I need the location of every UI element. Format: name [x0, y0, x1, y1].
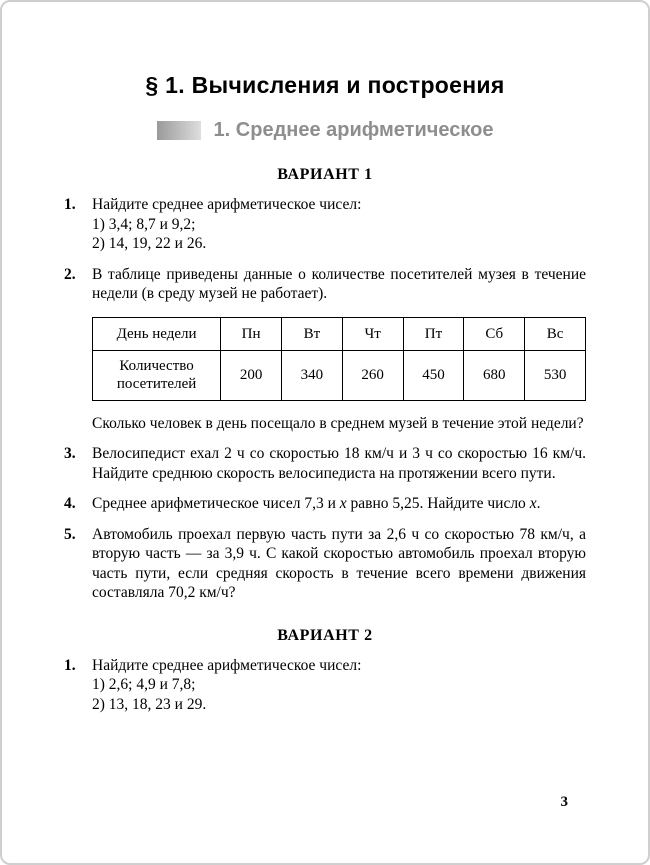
variant-2-heading: ВАРИАНТ 2	[277, 626, 373, 644]
table-value-sat: 680	[464, 350, 525, 400]
page-number: 3	[560, 794, 568, 810]
problem-4-text	[92, 494, 586, 514]
variable-x: x	[529, 495, 537, 512]
problem-2	[64, 265, 586, 434]
table-row-label: Количество посетителей	[93, 350, 221, 400]
variant-2-problem-1-text	[92, 656, 586, 715]
problem-line: 2) 13, 18, 23 и 29.	[92, 695, 207, 713]
problem-5-text: Автомобиль проехал первую часть пути за 2,6 ч со скоростью 78 км/ч, а вторую часть — за 3,9 ч. С какой скоростью автомобиль проехал вторую часть пути, если средняя скорость в течение всего времени движения составляла 70,2 км/ч?	[92, 525, 586, 601]
table-header-fri: Пт	[403, 317, 464, 350]
problem-4	[64, 494, 586, 514]
table-value-mon: 200	[221, 350, 282, 400]
problem-line: Найдите среднее арифметическое чисел:	[92, 196, 362, 213]
table-header-mon: Пн	[221, 317, 282, 350]
variable-x: x	[339, 495, 347, 512]
problem-1-number: 1.	[64, 196, 76, 213]
problem-1-text	[92, 195, 586, 254]
section-title: § 1. Вычисления и построения	[145, 72, 505, 98]
problem-3	[64, 444, 586, 483]
problem-line: 1) 2,6; 4,9 и 7,8;	[92, 676, 196, 693]
table-value-tue: 340	[281, 350, 342, 400]
problem-5	[64, 525, 586, 603]
table-value-fri: 450	[403, 350, 464, 400]
problem-1	[64, 195, 586, 254]
variant-2-problem-1	[64, 656, 586, 715]
table-header-sat: Сб	[464, 317, 525, 350]
table-value-sun: 530	[525, 350, 586, 400]
table-header-row	[93, 317, 586, 350]
variant-1-heading: ВАРИАНТ 1	[277, 166, 373, 183]
problem-line: Найдите среднее арифметическое чисел:	[92, 656, 362, 674]
page-content	[2, 166, 648, 714]
problem-4-part3: .	[536, 495, 541, 512]
problem-3-number: 3.	[64, 445, 76, 462]
problem-2-question: Сколько человек в день посещало в среднем музей в течение этой недели?	[92, 414, 584, 432]
variant-2-problem-1-number: 1.	[64, 656, 76, 674]
table-header-sun: Вс	[525, 317, 586, 350]
table-value-thu: 260	[342, 350, 403, 400]
subsection-title: 1. Среднее арифметическое	[213, 119, 494, 141]
visitors-table	[92, 317, 586, 401]
problem-2-text	[92, 265, 586, 434]
table-header-day: День недели	[93, 317, 221, 350]
subsection-heading	[2, 119, 648, 142]
problem-4-part1: Среднее арифметическое чисел 7,3 и	[92, 495, 340, 512]
problem-line: 1) 3,4; 8,7 и 9,2;	[92, 215, 196, 233]
problem-2-number: 2.	[64, 265, 76, 283]
table-header-thu: Чт	[342, 317, 403, 350]
table-data-row	[93, 350, 586, 400]
problem-line: 2) 14, 19, 22 и 26.	[92, 235, 207, 252]
problem-4-part2: равно 5,25. Найдите число	[346, 495, 530, 512]
problem-5-number: 5.	[64, 525, 76, 543]
heading-marker-box	[157, 121, 201, 140]
problem-3-text: Велосипедист ехал 2 ч со скоростью 18 км/ч и 3 ч со скоростью 16 км/ч. Найдите среднюю скорость велосипедиста на протяжении всего пути.	[92, 445, 586, 482]
problem-2-intro: В таблице приведены данные о количестве посетителей музея в течение недели (в среду музей не работает).	[92, 265, 586, 302]
problem-4-number: 4.	[64, 495, 76, 512]
table-header-tue: Вт	[281, 317, 342, 350]
